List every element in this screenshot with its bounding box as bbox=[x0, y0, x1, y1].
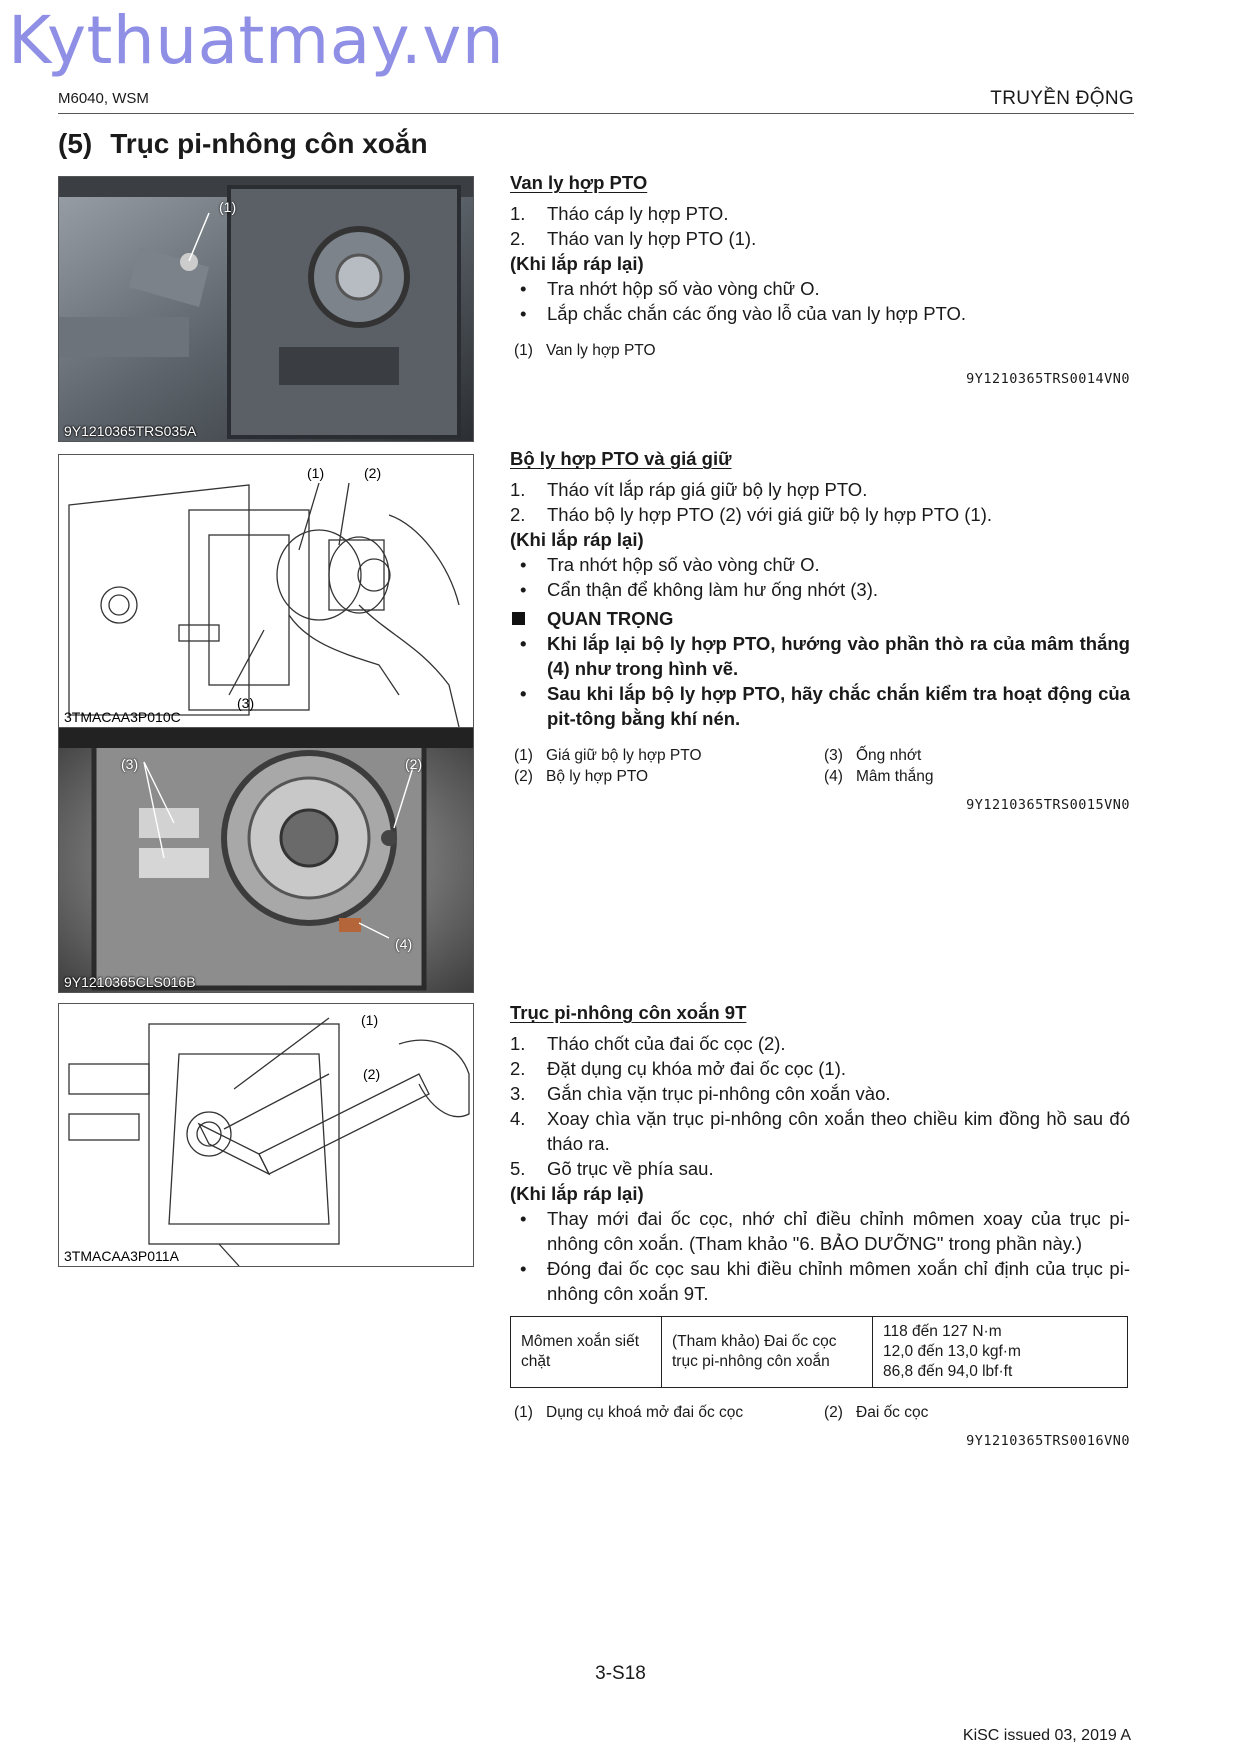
torque-table bbox=[510, 1316, 1128, 1388]
square-icon bbox=[512, 612, 525, 625]
callout-1: (1) bbox=[361, 1012, 379, 1028]
legend bbox=[510, 1402, 1130, 1423]
important-heading: QUAN TRỌNG bbox=[510, 606, 1130, 631]
page-number: 3-S18 bbox=[595, 1663, 646, 1684]
header-model: M6040, WSM bbox=[58, 90, 149, 107]
step: 4. Xoay chìa vặn trục pi-nhông côn xoắn theo chiều kim đồng hồ sau đó tháo ra. bbox=[510, 1108, 1130, 1154]
figure-code: 9Y1210365CLS016B bbox=[64, 974, 196, 990]
legend bbox=[510, 745, 1130, 787]
header-chapter: TRUYỀN ĐỘNG bbox=[990, 88, 1134, 109]
reference-code: 9Y1210365TRS0015VN0 bbox=[966, 797, 1130, 813]
block-pto-clutch bbox=[510, 446, 1130, 818]
important-bullet: • Sau khi lắp bộ ly hợp PTO, hãy chắc chắn kiểm tra hoạt động của pit-tông bằng khí nén. bbox=[520, 683, 1130, 729]
issue-note: KiSC issued 03, 2019 A bbox=[962, 1727, 1131, 1744]
bullet: • Lắp chắc chắn các ống vào lỗ của van ly hợp PTO. bbox=[520, 303, 967, 324]
important-bullet: • Khi lắp lại bộ ly hợp PTO, hướng vào phần thò ra của mâm thắng (4) như trong hình vẽ. bbox=[520, 633, 1130, 679]
reassembly-label: (Khi lắp ráp lại) bbox=[510, 529, 644, 550]
legend-item: (2) Đai ốc cọc bbox=[824, 1404, 929, 1421]
bullet: • Cẩn thận để không làm hư ống nhớt (3). bbox=[520, 579, 878, 600]
step: 1. Tháo cáp ly hợp PTO. bbox=[510, 203, 729, 224]
bullet: • Tra nhớt hộp số vào vòng chữ O. bbox=[520, 278, 820, 299]
callout-4: (4) bbox=[395, 936, 413, 952]
callout-2: (2) bbox=[364, 465, 382, 481]
step: 2. Tháo bộ ly hợp PTO (2) với giá giữ bộ ly hợp PTO (1). bbox=[510, 504, 992, 525]
section-title bbox=[58, 128, 428, 160]
callout-1: (1) bbox=[219, 199, 237, 215]
figure-brake-plate-photo bbox=[58, 727, 474, 993]
spiral-bevel-drawing bbox=[59, 1004, 473, 1266]
block-title: Van ly hợp PTO bbox=[510, 172, 648, 193]
torque-item: (Tham khảo) Đai ốc cọc trục pi-nhông côn xoắn bbox=[662, 1317, 873, 1388]
callout-3: (3) bbox=[121, 756, 139, 772]
header-divider bbox=[58, 113, 1134, 114]
pto-valve-photo bbox=[59, 177, 473, 441]
figure-pto-clutch-drawing bbox=[58, 454, 474, 728]
figure-spiral-bevel-drawing bbox=[58, 1003, 474, 1267]
step: 5. Gõ trục về phía sau. bbox=[510, 1158, 714, 1179]
figure-code: 3TMACAA3P011A bbox=[64, 1248, 179, 1264]
watermark-logo: Kythuatmay.vn bbox=[8, 2, 505, 79]
figure-code: 3TMACAA3P010C bbox=[64, 709, 181, 725]
step: 1. Tháo vít lắp ráp giá giữ bộ ly hợp PTO. bbox=[510, 479, 868, 500]
section-title-text: Trục pi-nhông côn xoắn bbox=[110, 128, 428, 159]
torque-label: Mômen xoắn siết chặt bbox=[511, 1317, 662, 1388]
block-title: Trục pi-nhông côn xoắn 9T bbox=[510, 1002, 747, 1023]
legend bbox=[510, 340, 1130, 361]
callout-3: (3) bbox=[237, 695, 255, 711]
torque-values: 118 đến 127 N·m 12,0 đến 13,0 kgf·m 86,8 đến 94,0 lbf·ft bbox=[873, 1317, 1128, 1388]
bullet: • Thay mới đai ốc cọc, nhớ chỉ điều chỉnh mômen xoay của trục pi-nhông côn xoắn. (Tham khảo "6. BẢO DƯỠNG" trong phần này.) bbox=[520, 1208, 1130, 1254]
legend-item: (2) Bộ ly hợp PTO bbox=[514, 768, 649, 785]
reference-code: 9Y1210365TRS0014VN0 bbox=[966, 371, 1130, 387]
block-pto-valve bbox=[510, 170, 1130, 392]
step: 2. Tháo van ly hợp PTO (1). bbox=[510, 228, 757, 249]
reassembly-label: (Khi lắp ráp lại) bbox=[510, 1183, 644, 1204]
figure-code: 9Y1210365TRS035A bbox=[64, 423, 197, 439]
legend-item: (1) Van ly hợp PTO bbox=[514, 342, 656, 359]
callout-2: (2) bbox=[363, 1066, 381, 1082]
legend-item: (1) Giá giữ bộ ly hợp PTO bbox=[514, 747, 702, 764]
block-title: Bộ ly hợp PTO và giá giữ bbox=[510, 448, 732, 469]
legend-item: (3) Ống nhớt bbox=[824, 747, 922, 764]
step: 2. Đặt dụng cụ khóa mở đai ốc cọc (1). bbox=[510, 1058, 847, 1079]
legend-item: (1) Dụng cụ khoá mở đai ốc cọc bbox=[514, 1404, 744, 1421]
step: 1. Tháo chốt của đai ốc cọc (2). bbox=[510, 1033, 786, 1054]
reassembly-label: (Khi lắp ráp lại) bbox=[510, 253, 644, 274]
figure-pto-valve bbox=[58, 176, 474, 442]
block-spiral-bevel-shaft bbox=[510, 1000, 1130, 1454]
reference-code: 9Y1210365TRS0016VN0 bbox=[966, 1433, 1130, 1449]
callout-2: (2) bbox=[405, 756, 423, 772]
callout-1: (1) bbox=[307, 465, 325, 481]
pto-clutch-drawing bbox=[59, 455, 473, 727]
section-number: (5) bbox=[58, 128, 93, 159]
legend-item: (4) Mâm thắng bbox=[824, 768, 934, 785]
step: 3. Gắn chìa vặn trục pi-nhông côn xoắn vào. bbox=[510, 1083, 891, 1104]
bullet: • Tra nhớt hộp số vào vòng chữ O. bbox=[520, 554, 820, 575]
bullet: • Đóng đai ốc cọc sau khi điều chỉnh mômen xoắn chỉ định của trục pi-nhông côn xoắn 9T. bbox=[520, 1258, 1130, 1304]
